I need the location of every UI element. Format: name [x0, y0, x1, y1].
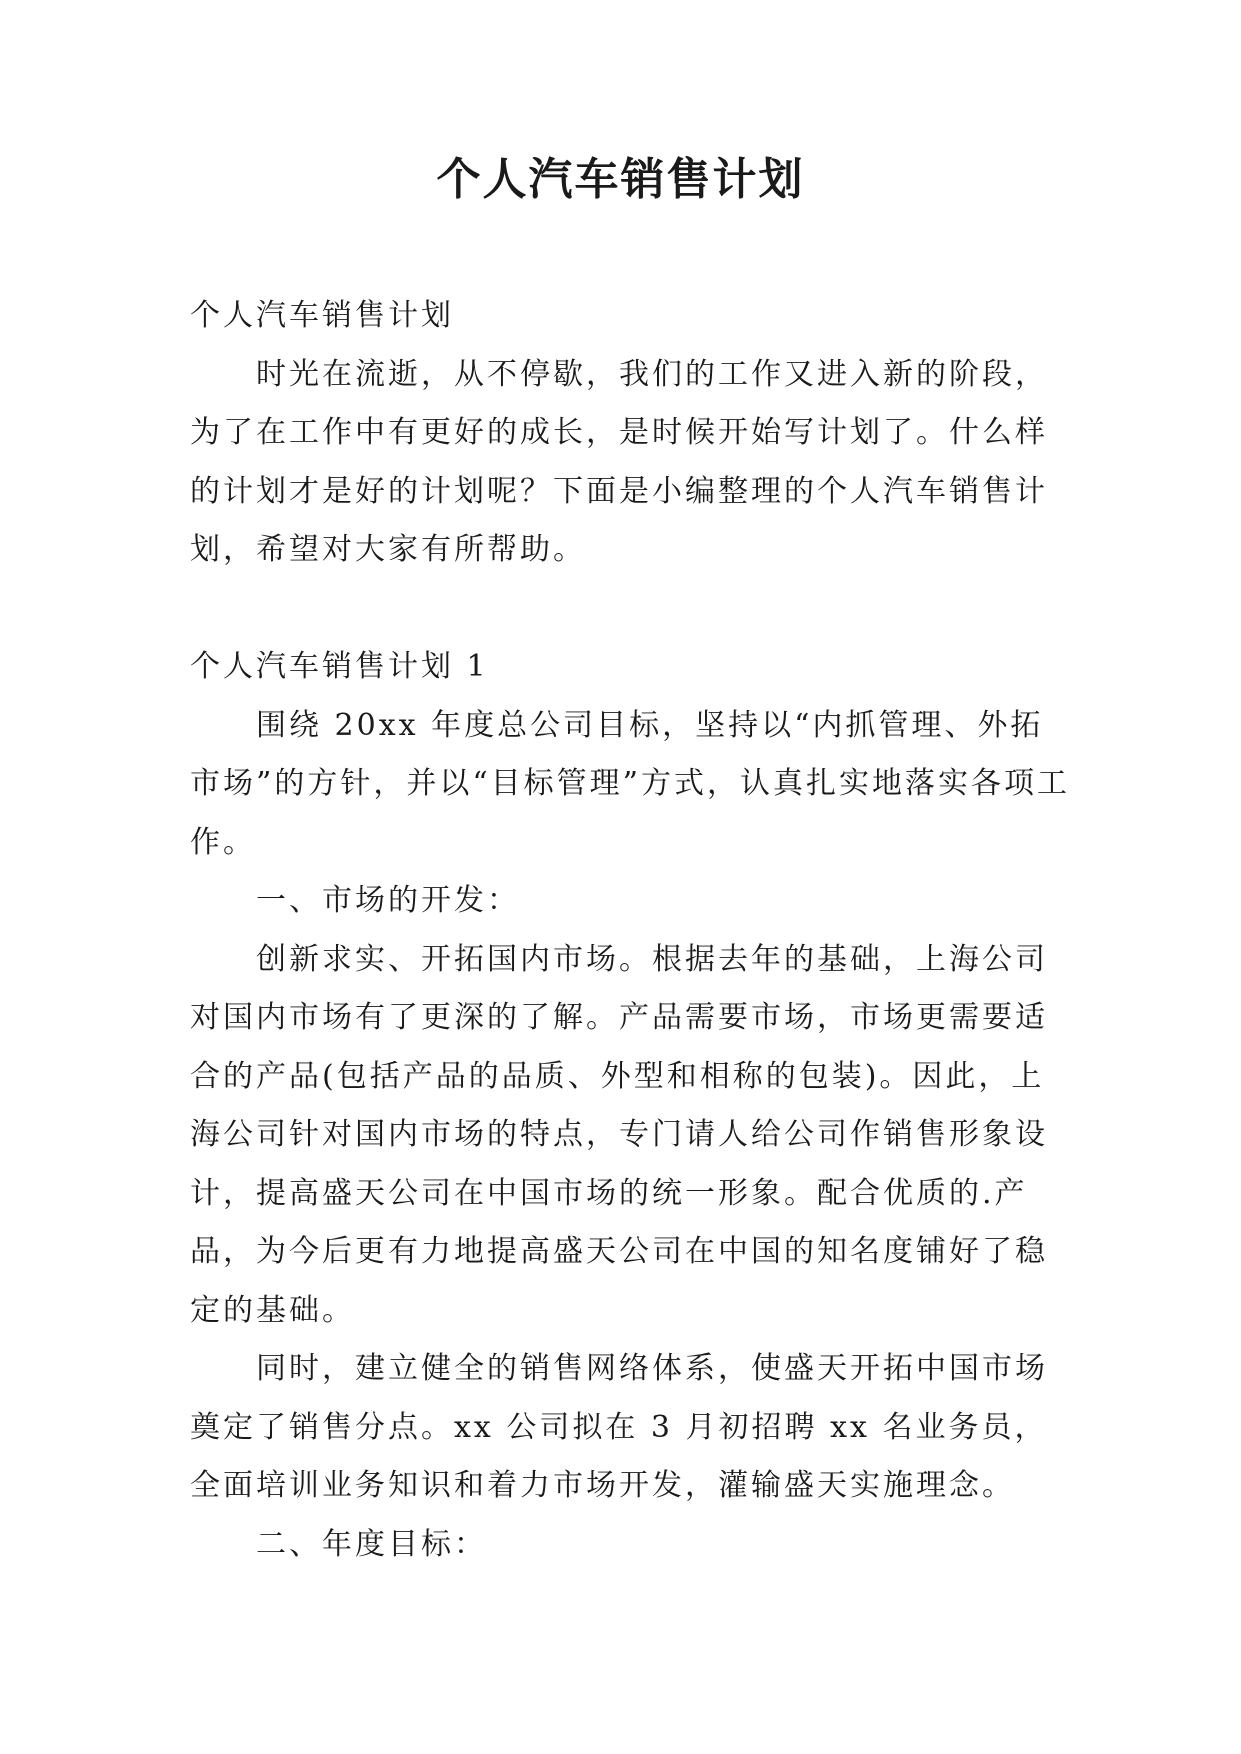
document-body — [190, 287, 1070, 1574]
body-paragraph: 围绕 20xx 年度总公司目标，坚持以“内抓管理、外拓市场”的方针，并以“目标管理”方式，认真扎实地落实各项工作。 — [190, 707, 1071, 860]
body-paragraph: 同时，建立健全的销售网络体系，使盛天开拓中国市场奠定了销售分点。xx 公司拟在 3 月初招聘 xx 名业务员，全面培训业务知识和着力市场开发，灌输盛天实施理念。 — [190, 1351, 1048, 1503]
section-heading: 个人汽车销售计划 — [190, 298, 454, 333]
subsection-heading: 二、年度目标： — [256, 1526, 487, 1562]
subsection-heading: 一、市场的开发： — [256, 883, 520, 918]
paragraph-gap — [190, 580, 1070, 639]
section-heading: 个人汽车销售计划 1 — [190, 649, 489, 684]
intro-paragraph: 时光在流逝，从不停歇，我们的工作又进入新的阶段，为了在工作中有更好的成长，是时候开始写计划了。什么样的计划才是好的计划呢？下面是小编整理的个人汽车销售计划，希望对大家有所帮助。 — [190, 356, 1048, 567]
document-title: 个人汽车销售计划 — [436, 154, 805, 205]
body-paragraph: 创新求实、开拓国内市场。根据去年的基础，上海公司对国内市场有了更深的了解。产品需要市场，市场更需要适合的产品(包括产品的品质、外型和相称的包装)。因此，上海公司针对国内市场的特点，专门请人给公司作销售形象设计，提高盛天公司在中国市场的统一形象。配合优质的.产品，为今后更有力地提高盛天公司在中国的知名度铺好了稳定的基础。 — [190, 941, 1048, 1328]
